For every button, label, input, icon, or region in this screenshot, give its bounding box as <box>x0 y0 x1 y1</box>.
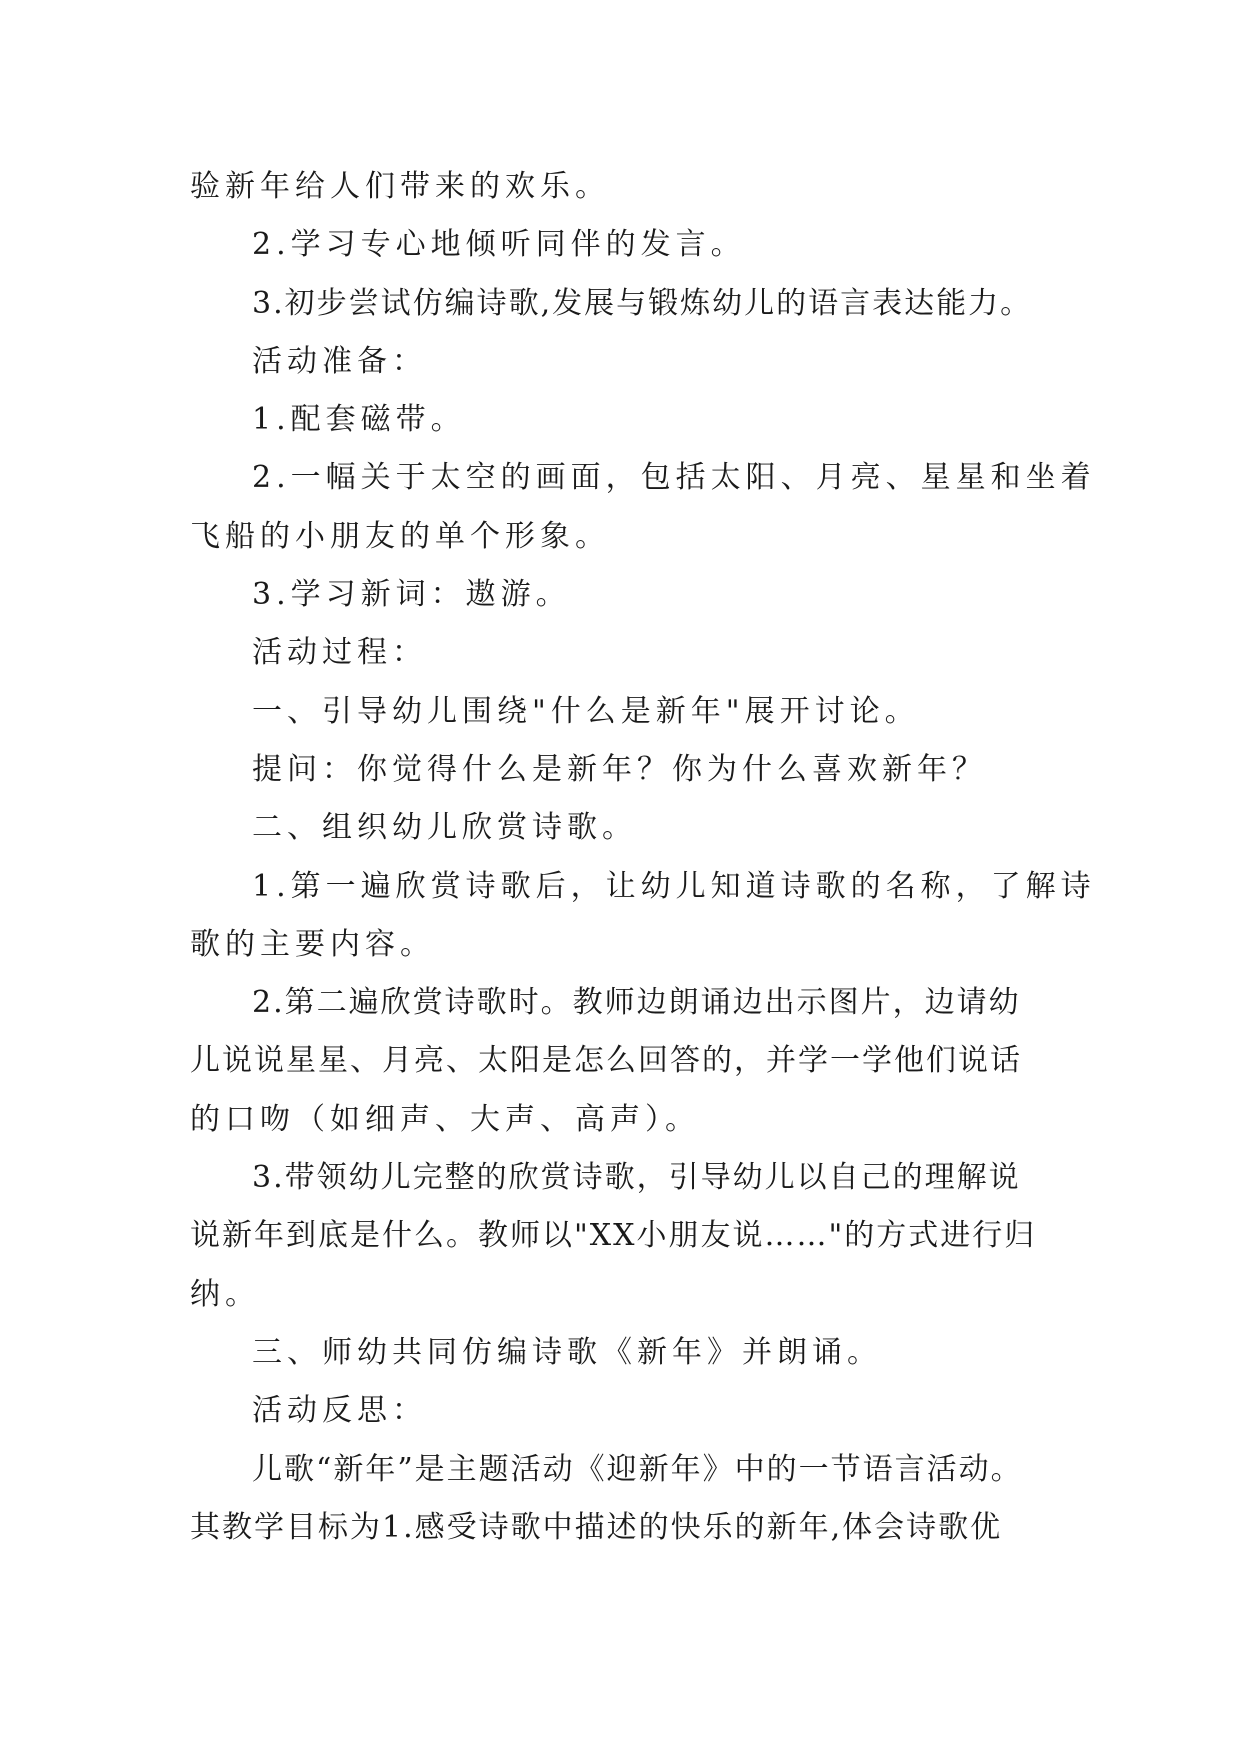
text-line: 其教学目标为1.感受诗歌中描述的快乐的新年,体会诗歌优 <box>190 1509 1003 1545</box>
text-line: 活动过程： <box>252 635 427 671</box>
text-line: 2.第二遍欣赏诗歌时。教师边朗诵边出示图片，边请幼 <box>252 985 1021 1021</box>
text-line: 飞船的小朋友的单个形象。 <box>190 518 610 554</box>
text-line: 的口吻（如细声、大声、高声）。 <box>190 1101 700 1137</box>
text-line: 1.第一遍欣赏诗歌后，让幼儿知道诗歌的名称，了解诗 <box>252 868 1096 904</box>
text-line: 一、引导幼儿围绕"什么是新年"展开讨论。 <box>252 693 920 729</box>
text-line: 3.学习新词：遨游。 <box>252 577 571 613</box>
text-line: 1.配套磁带。 <box>252 402 466 438</box>
text-line: 儿歌“新年”是主题活动《迎新年》中的一节语言活动。 <box>252 1451 1023 1487</box>
text-line: 二、组织幼儿欣赏诗歌。 <box>252 810 637 846</box>
document-body <box>190 158 1096 1557</box>
text-line: 儿说说星星、月亮、太阳是怎么回答的，并学一学他们说话 <box>190 1043 1022 1079</box>
text-line: 验新年给人们带来的欢乐。 <box>190 169 610 204</box>
text-line: 提问：你觉得什么是新年？你为什么喜欢新年？ <box>252 751 987 787</box>
text-line: 活动反思： <box>252 1393 427 1429</box>
text-line: 活动准备： <box>252 343 427 379</box>
text-line: 说新年到底是什么。教师以"XX小朋友说……"的方式进行归 <box>190 1218 1037 1254</box>
text-line: 纳。 <box>190 1276 260 1312</box>
text-line: 3.初步尝试仿编诗歌,发展与锻炼幼儿的语言表达能力。 <box>252 285 1033 321</box>
text-line: 3.带领幼儿完整的欣赏诗歌，引导幼儿以自己的理解说 <box>252 1160 1021 1196</box>
text-line: 2.一幅关于太空的画面，包括太阳、月亮、星星和坐着 <box>252 460 1096 496</box>
text-line: 歌的主要内容。 <box>190 926 435 962</box>
text-line: 三、师幼共同仿编诗歌《新年》并朗诵。 <box>252 1334 882 1370</box>
text-line: 2.学习专心地倾听同伴的发言。 <box>252 227 746 263</box>
